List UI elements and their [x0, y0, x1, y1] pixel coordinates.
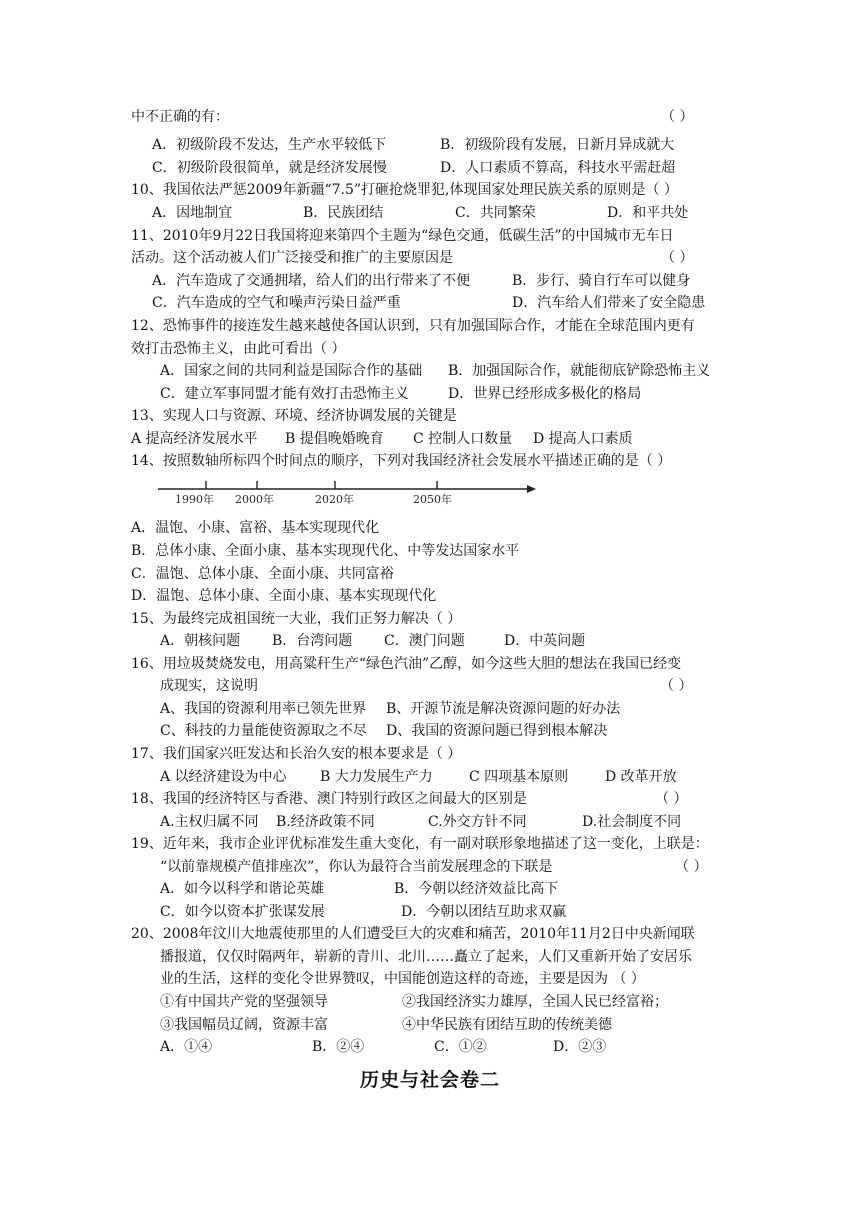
- text-line: A．如今以科学和谐论英雄: [160, 881, 325, 897]
- text-line: 效打击恐怖主义，由此可看出（ ）: [131, 341, 346, 357]
- text-line: C．如今以资本扩张谋发展: [160, 904, 325, 920]
- text-line: 19、近年来，我市企业评优标准发生重大变化，有一副对联形象地描述了这一变化，上联是：: [131, 836, 709, 852]
- text-line: C、科技的力量能使资源取之不尽: [160, 723, 367, 739]
- text-line: 12、恐怖事件的接连发生越来越使各国认识到，只有加强国际合作，才能在全球范围内更有: [131, 318, 695, 334]
- text-line: C．①②: [434, 1039, 487, 1055]
- text-line: A、我国的资源利用率已领先世界: [160, 701, 367, 717]
- text-line: A．初级阶段不发达，生产水平较低下: [152, 137, 387, 153]
- text-line: C．共同繁荣: [455, 205, 536, 221]
- text-line: A．朝核问题: [160, 633, 241, 649]
- text-line: D．中英问题: [504, 633, 586, 649]
- tick-label-2050: 2050年: [413, 493, 452, 506]
- text-line: D．温饱、总体小康、全面小康、基本实现现代化: [131, 588, 437, 604]
- number-line-arrow-icon: [527, 485, 536, 493]
- text-line: 17、我们国家兴旺发达和长治久安的根本要求是（ ）: [131, 746, 462, 762]
- text-line: B.经济政策不同: [276, 814, 375, 830]
- text-line: 成现实，这说明: [160, 678, 258, 694]
- text-line: B．②④: [312, 1039, 365, 1055]
- text-line: B．今朝以经济效益比高下: [394, 881, 559, 897]
- text-line: A 以经济建设为中心: [160, 769, 287, 785]
- text-line: C．澳门问题: [384, 633, 465, 649]
- text-line: “以前靠规模产值排座次”，你认为最符合当前发展理念的下联是: [160, 859, 553, 875]
- text-line: B．台湾问题: [272, 633, 353, 649]
- text-line: C 控制人口数量: [413, 431, 513, 447]
- text-line: C．汽车造成的空气和噪声污染日益严重: [152, 295, 401, 311]
- text-line: D 改革开放: [605, 769, 677, 785]
- text-line: C．建立军事同盟才能有效打击恐怖主义: [160, 386, 409, 402]
- text-line: A 提高经济发展水平: [131, 431, 258, 447]
- text-line: 活动。这个活动被人们广泛接受和推广的主要原因是: [131, 250, 453, 266]
- text-line: B．步行、骑自行车可以健身: [512, 273, 691, 289]
- text-line: 18、我国的经济特区与香港、澳门特别行政区之间最大的区别是: [131, 791, 527, 807]
- text-line: D．汽车给人们带来了安全隐患: [512, 295, 706, 311]
- text-line: 播报道，仅仅时隔两年，崭新的青川、北川……矗立了起来，人们又重新开始了安居乐: [160, 949, 692, 965]
- text-line: D 提高人口素质: [533, 431, 633, 447]
- text-line: D．和平共处: [607, 205, 689, 221]
- text-line: D．今朝以团结互助求双赢: [401, 904, 567, 920]
- text-line: ④中华民族有团结互助的传统美德: [402, 1017, 612, 1033]
- answer-blank: （ ）: [661, 109, 694, 125]
- text-line: C.外交方针不同: [428, 814, 527, 830]
- text-line: A．温饱、小康、富裕、基本实现现代化: [131, 520, 380, 536]
- text-line: 16、用垃圾焚烧发电，用高粱秆生产“绿色汽油”乙醇，如今这些大胆的想法在我国已经变: [131, 656, 682, 672]
- text-line: 10、我国依法严惩2009年新疆“7.5”打砸抢烧罪犯,体现国家处理民族关系的原则是（ ）: [131, 182, 678, 198]
- text-line: B．总体小康、全面小康、基本实现现代化、中等发达国家水平: [131, 543, 520, 559]
- text-line: C．温饱、总体小康、全面小康、共同富裕: [131, 566, 394, 582]
- tick-label-2020: 2020年: [315, 493, 354, 506]
- text-line: B 大力发展生产力: [320, 769, 433, 785]
- text-line: B．民族团结: [303, 205, 384, 221]
- text-line: ②我国经济实力雄厚，全国人民已经富裕；: [402, 994, 668, 1010]
- text-line: D．人口素质不算高，科技水平需赶超: [440, 160, 676, 176]
- text-line: 中不正确的有：: [131, 109, 229, 125]
- answer-blank: （ ）: [660, 678, 693, 694]
- text-line: 11、2010年9月22日我国将迎来第四个主题为“绿色交通，低碳生活”的中国城市无车日: [131, 228, 674, 244]
- text-line: A．国家之间的共同利益是国际合作的基础: [160, 363, 423, 379]
- text-line: D．世界已经形成多极化的格局: [448, 386, 642, 402]
- section-title: 历史与社会卷二: [359, 1069, 500, 1091]
- answer-blank: （ ）: [675, 859, 708, 875]
- tick-label-2000: 2000年: [235, 493, 274, 506]
- text-line: D.社会制度不同: [582, 814, 682, 830]
- answer-blank: （ ）: [655, 791, 688, 807]
- number-line-diagram: [155, 476, 545, 510]
- tick-label-1990: 1990年: [175, 493, 214, 506]
- text-line: 15、为最终完成祖国统一大业，我们正努力解决（ ）: [131, 611, 462, 627]
- text-line: B．初级阶段有发展，日新月异成就大: [440, 137, 675, 153]
- text-line: 14、按照数轴所标四个时间点的顺序，下列对我国经济社会发展水平描述正确的是（ ）: [131, 453, 672, 469]
- text-line: C．初级阶段很简单，就是经济发展慢: [152, 160, 387, 176]
- text-line: C 四项基本原则: [469, 769, 569, 785]
- text-line: B、开源节流是解决资源问题的好办法: [386, 701, 621, 717]
- text-line: B．加强国际合作，就能彻底铲除恐怖主义: [448, 363, 711, 379]
- text-line: 业的生活，这样的变化令世界赞叹，中国能创造这样的奇迹，主要是因为 （ ）: [160, 971, 645, 987]
- text-line: B 提倡晚婚晚育: [285, 431, 384, 447]
- text-line: D．②③: [553, 1039, 607, 1055]
- text-line: A.主权归属不同: [160, 814, 259, 830]
- text-line: A．①④: [160, 1039, 213, 1055]
- text-line: 20、2008年汶川大地震使那里的人们遭受巨大的灾难和痛苦，2010年11月2日中央新闻联: [131, 926, 695, 942]
- text-line: ①有中国共产党的坚强领导: [160, 994, 328, 1010]
- text-line: A．汽车造成了交通拥堵，给人们的出行带来了不便: [152, 273, 471, 289]
- text-line: A．因地制宜: [152, 205, 233, 221]
- answer-blank: （ ）: [661, 250, 694, 266]
- text-line: ③我国幅员辽阔，资源丰富: [160, 1017, 328, 1033]
- text-line: 13、实现人口与资源、环境、经济协调发展的关键是: [131, 408, 457, 424]
- text-line: D、我国的资源问题已得到根本解决: [386, 723, 608, 739]
